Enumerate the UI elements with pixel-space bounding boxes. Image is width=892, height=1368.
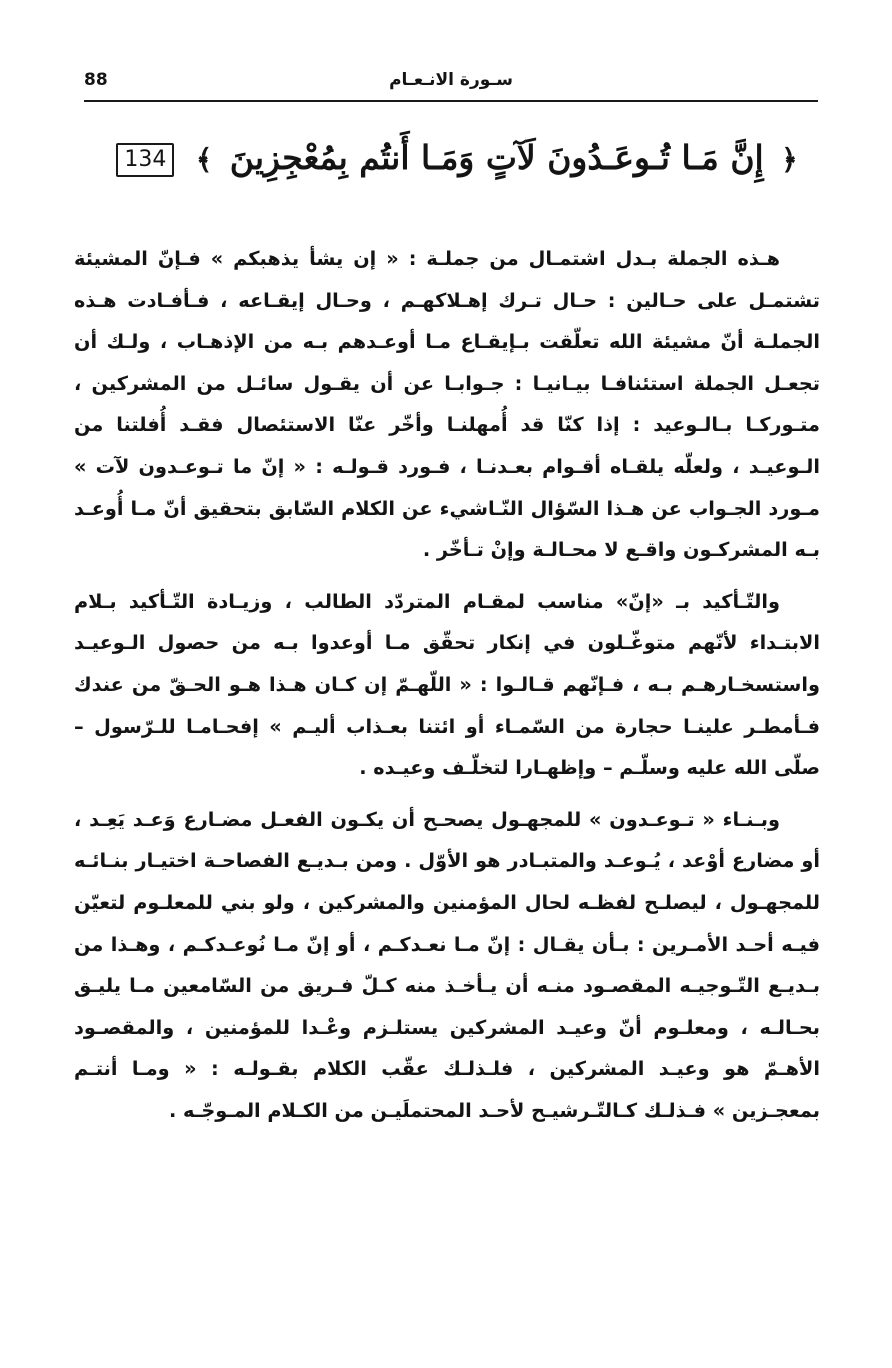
verse-number: 134 — [116, 143, 174, 177]
commentary-paragraph-3: وبـنـاء « تـوعـدون » للمجهـول يصحـح أن يكـون الفعـل مضـارع وَعـد يَعِـد ، أو مضارع أوْعد ، يُـوعـد والمتبـادر هو الأوّل . ومن بـديـع الفصاحـة اختيـار بنـائـه للمجهـول ، ليصلـح لفظـه لحال المؤمنين والمشركين ، ولو بني للمعلـوم لتعيّن فيـه أحـد الأمـرين : بـأن يقـال : إنّ مـا نعـدكـم ، أو إنّ مـا نُوعـدكـم ، وهـذا من بـديـع التّـوجيـه المقصـود منـه أن يـأخـذ منه كـلّ فـريق من السّامعين مـا يليـق بحـالـه ، ومعلـوم أنّ وعيـد المشركين يستلـزم وعْـدا للمؤمنين ، والمقصـود الأهـمّ هو وعيـد المشركين ، فلـذلـك عقّب الكلام بقـولـه : « ومـا أنتـم بمعجـزين » فـذلـك كـالتّـرشيـح لأحـد المحتملَيـن من الكـلام المـوجّـه . — [74, 807, 820, 1122]
page-number: 88 — [84, 70, 108, 90]
quran-verse — [110, 126, 810, 190]
verse-close-bracket: ﴾ — [195, 143, 213, 176]
page-header — [84, 66, 818, 102]
commentary-paragraph-1: هـذه الجملة بـدل اشتمـال من جملـة : « إن يشأ يذهبكم » فـإنّ المشيئة تشتمـل على حـالين : حـال تـرك إهـلاكهـم ، وحـال إيقـاعه ، فـأفـادت هـذه الجملـة أنّ مشيئة الله تعلّقت بـإيقـاع مـا أوعـدهم بـه من الإذهـاب ، ولـك أن تجعـل الجملة استئنافـا بيـانيـا : جـوابـا عن أن يقـول سائـل من المشركين ، متـوركـا بـالـوعيد : إذا كنّا قد أُمهلنـا وأخّر عنّا الاستئصال فقـد أُفلتنا من الـوعيـد ، ولعلّه يلقـاه أقـوام بعـدنـا ، فـورد قـولـه : « إنّ ما تـوعـدون لآت » مـورد الجـواب عن هـذا السّؤال النّـاشيء عن الكلام السّابق بتحقيق أنّ مـا أُوعـد بـه المشركـون واقـع لا محـالـة وإنْ تـأخّر . — [74, 247, 820, 562]
commentary-body — [74, 238, 820, 1131]
commentary-paragraph-2: والتّـأكيد بـ «إنّ» مناسب لمقـام المتردّد الطالب ، وزيـادة التّـأكيد بـلام الابتـداء لأنّهم متوغّـلون في إنكار تحقّق مـا أوعدوا بـه من حصول الـوعيـد واستسخـارهـم بـه ، فـإنّهم قـالـوا : « اللّهـمّ إن كـان هـذا هـو الحـقّ من عندك فـأمطـر علينـا حجارة من السّمـاء أو ائتنا بعـذاب أليـم » إفحـامـا للـرّسول – صلّى الله عليه وسلّـم – وإظهـارا لتخلّـف وعيـده . — [74, 589, 820, 780]
running-title: سـورة الانـعـام — [389, 70, 513, 90]
verse-text: إِنَّ مَـا تُـوعَـدُونَ لَآتٍ وَمَـا أَنتُم بِمُعْجِزِينَ — [229, 138, 764, 177]
verse-open-bracket: ﴿ — [781, 143, 798, 176]
